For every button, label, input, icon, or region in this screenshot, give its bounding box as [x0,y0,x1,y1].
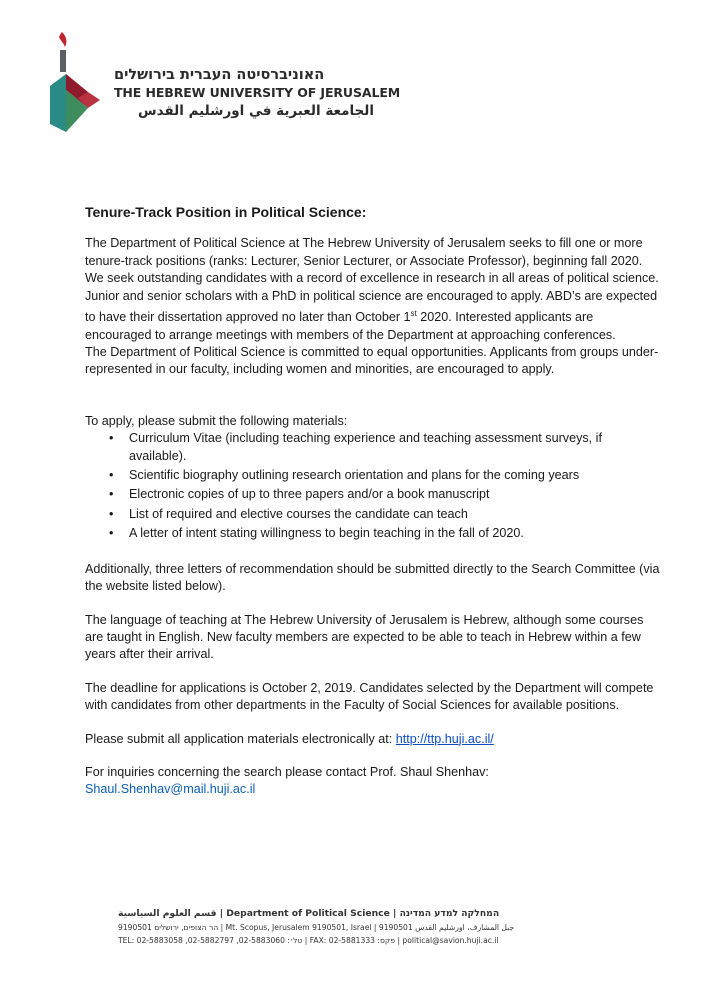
list-item: • List of required and elective courses the candidate can teach [109,506,660,523]
list-item: • Curriculum Vitae (including teaching experience and teaching assessment surveys, if available). [109,431,602,463]
intro-text-continued: 2020. Interested applicants are encouraged to arrange meetings with members of the Department at approaching conferences. [85,310,616,342]
list-item: • A letter of intent stating willingness to begin teaching in the fall of 2020. [109,525,660,542]
language-paragraph: The language of teaching at The Hebrew University of Jerusalem is Hebrew, although some courses are taught in English. New faculty members are expected to be able to teach in Hebrew within a few years after their arrival. [85,612,644,662]
recommendations-paragraph: Additionally, three letters of recommendation should be submitted directly to the Search Committee (via the website listed below). [85,561,660,594]
submit-paragraph [85,731,660,748]
document-body [85,204,660,799]
intro-paragraph [85,235,660,344]
deadline-paragraph: The deadline for applications is October 2, 2019. Candidates selected by the Department will compete with candidates from other departments in the Faculty of Social Sciences for available positions. [85,680,654,713]
intro-superscript: st [410,309,417,319]
page-title: Tenure-Track Position in Political Science: [85,204,367,220]
footer-contact-line: TEL: 02-5883058 ,02-5882797 ,02-5883060 :טל׳ | FAX: 02-5881333 :פקס | political@savion.huji.ac.il [118,936,499,945]
footer-department-line: قسم العلوم السياسية | Department of Political Science | המחלקה למדע המדינה [118,908,500,919]
university-emblem-icon [48,28,108,133]
logo-english-name: THE HEBREW UNIVERSITY OF JERUSALEM [114,85,401,100]
list-item: • Electronic copies of up to three papers and/or a book manuscript [109,486,660,503]
bullet-icon: • [109,431,114,446]
logo-arabic-name: الجامعة العبرية في اورشليم القدس [138,103,374,119]
materials-list [85,430,660,542]
logo-hebrew-name: האוניברסיטה העברית בירושלים [114,67,325,83]
apply-intro: To apply, please submit the following materials: [85,413,348,428]
bullet-icon: • [109,468,114,483]
bullet-icon: • [109,526,114,541]
intro-text: The Department of Political Science at The Hebrew University of Jerusalem seeks to fill one or more tenure-track positions (ranks: Lecturer, Senior Lecturer, or Associate Professor), beginning fall 2020. We seek outstanding candidates with a record of excellence in research in all areas of political science. Junior and senior scholars with a PhD in political science are encouraged to apply. ABD’s are expected to have their dissertation approved no later than October 1 [85,236,659,325]
university-logo [48,28,401,138]
page-footer [118,906,588,947]
inquiries-paragraph: For inquiries concerning the search please contact Prof. Shaul Shenhav: [85,764,489,779]
contact-email-paragraph [85,781,660,798]
contact-email-link[interactable]: Shaul.Shenhav@mail.huji.ac.il [85,782,256,797]
application-link[interactable]: http://ttp.huji.ac.il/ [395,731,494,746]
submit-text: Please submit all application materials electronically at: [85,731,396,746]
equal-opportunity-paragraph: The Department of Political Science is committed to equal opportunities. Applicants from groups under-represented in our faculty, including women and minorities, are encouraged to apply. [85,345,659,377]
list-item: • Scientific biography outlining research orientation and plans for the coming years [109,467,660,484]
bullet-icon: • [109,487,114,502]
footer-address-line: הר הצופים, ירושלים 9190501 | Mt. Scopus, Jerusalem 9190501, Israel | جبل المشارف، اورشليم القدس 9190501 [118,923,515,932]
bullet-icon: • [109,506,114,521]
